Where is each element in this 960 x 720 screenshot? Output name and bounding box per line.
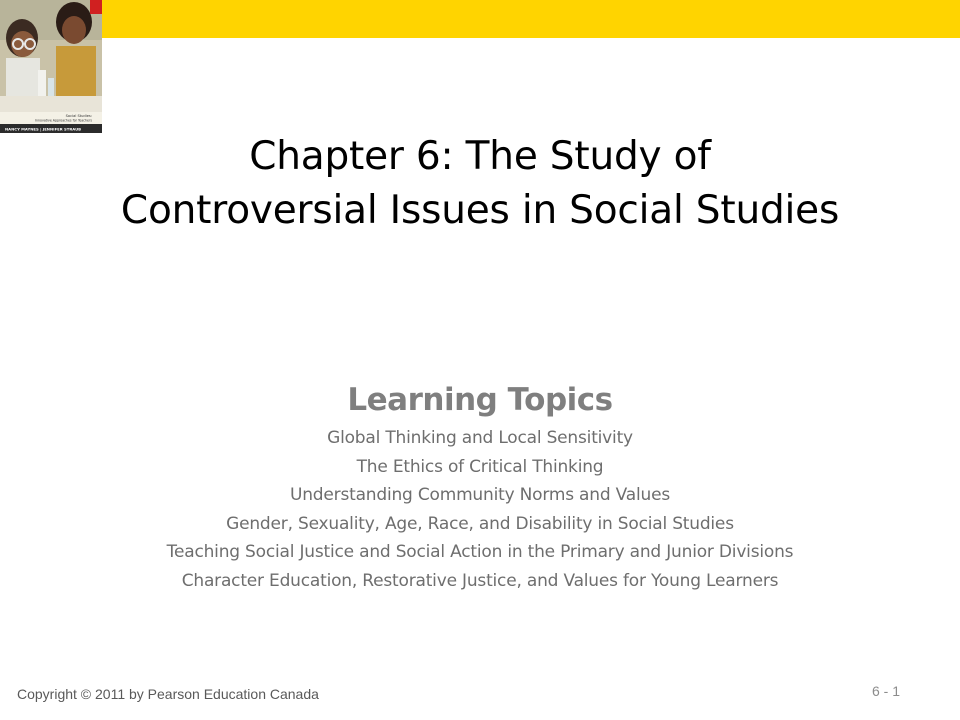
copyright-notice: Copyright © 2011 by Pearson Education Canada (17, 686, 319, 702)
learning-topics-heading: Learning Topics (347, 382, 613, 418)
book-cover-image (0, 0, 102, 133)
cover-authors: NANCY MAYNES | JENNIFER STRAUB (5, 126, 82, 132)
topic-item: Gender, Sexuality, Age, Race, and Disability in Social Studies (226, 513, 734, 534)
slide-title-line-2: Controversial Issues in Social Studies (120, 188, 840, 233)
learning-topics-list (40, 424, 920, 595)
topic-item: Global Thinking and Local Sensitivity (327, 428, 633, 448)
topic-item: The Ethics of Critical Thinking (356, 456, 604, 477)
header-bar (0, 0, 960, 38)
slide-title-line-1: Chapter 6: The Study of (249, 134, 711, 179)
topic-item: Character Education, Restorative Justice, and Values for Young Learners (181, 570, 779, 591)
book-cover-art (0, 0, 102, 133)
slide-number: 6 - 1 (872, 683, 901, 699)
cover-title: Social Studies: (65, 114, 92, 118)
cover-subtitle: Innovative Approaches for Teachers (35, 118, 92, 123)
topic-item: Teaching Social Justice and Social Action in the Primary and Junior Divisions (166, 542, 794, 562)
topic-item: Understanding Community Norms and Values (289, 485, 670, 505)
slide-title (40, 130, 920, 238)
learning-topics (40, 376, 920, 595)
